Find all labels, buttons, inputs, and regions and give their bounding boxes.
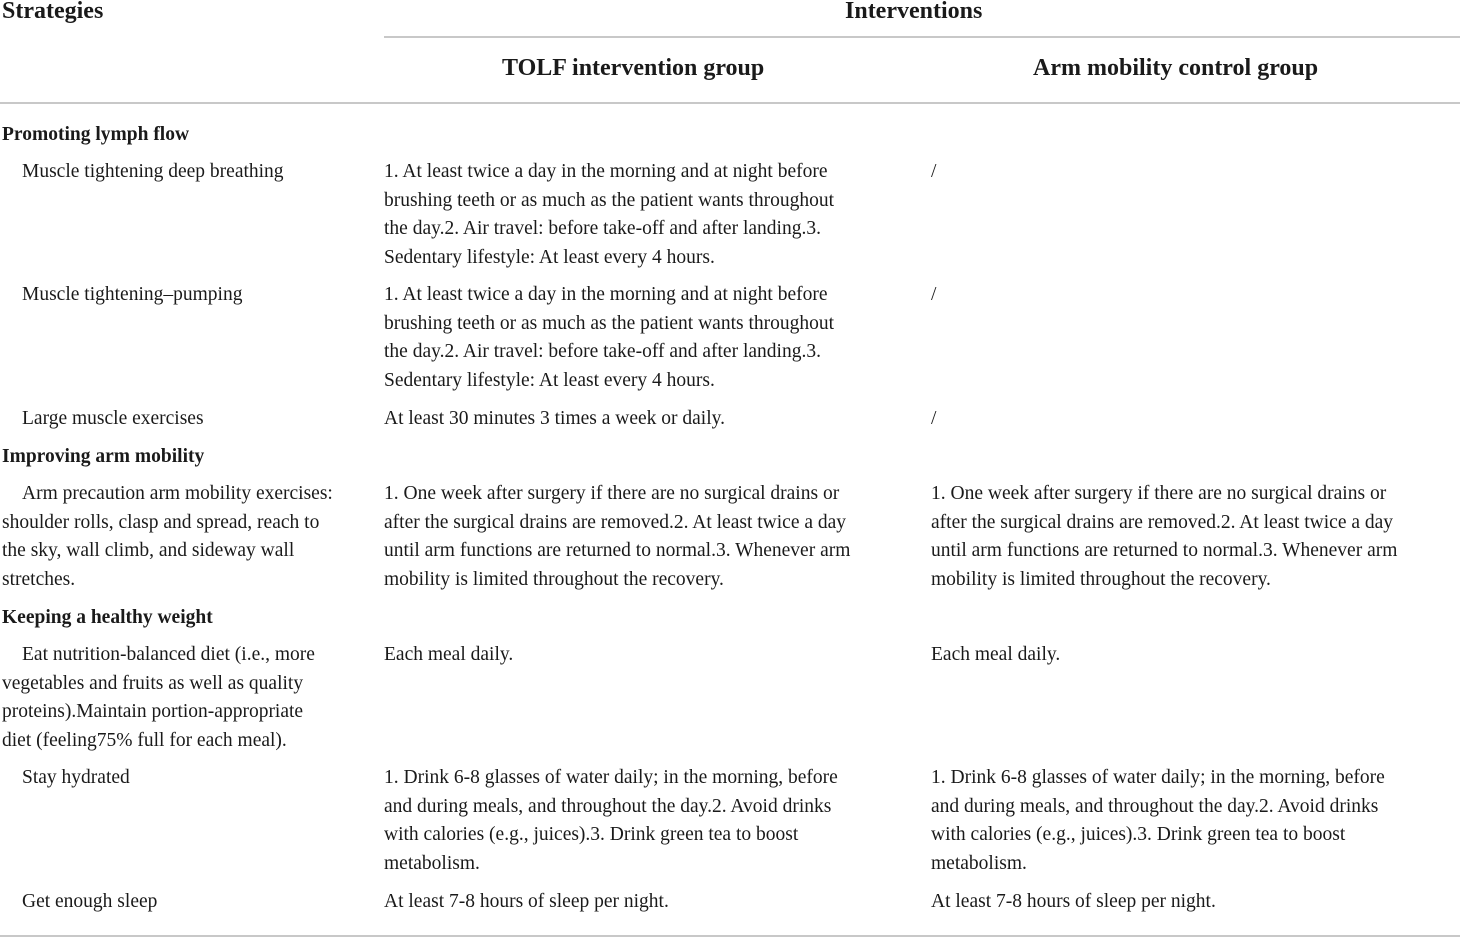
control-line: and during meals, and throughout the day.2. Avoid drinks (931, 795, 1379, 817)
control-line: until arm functions are returned to normal.3. Whenever arm (931, 540, 1398, 562)
strategy-line: vegetables and fruits as well as quality (2, 672, 304, 694)
tolf-cell (384, 158, 834, 273)
strategy-line: stretches. (2, 569, 76, 591)
strategy-line: the sky, wall climb, and sideway wall (2, 540, 295, 562)
tolf-line: with calories (e.g., juices).3. Drink green tea to boost (384, 824, 799, 846)
control-line: Each meal daily. (931, 644, 1061, 665)
strategy-cell (22, 405, 204, 434)
strategy-line: Muscle tightening–pumping (22, 284, 243, 305)
tolf-line: Sedentary lifestyle: At least every 4 hours. (384, 247, 715, 269)
strategy-line: proteins).Maintain portion-appropriate (2, 701, 304, 723)
tolf-line: brushing teeth or as much as the patient wants throughout (384, 312, 835, 334)
control-cell (931, 888, 1216, 917)
control-cell (931, 641, 1060, 670)
tolf-line: Each meal daily. (384, 644, 514, 665)
control-cell (931, 480, 1397, 595)
strategy-cell (2, 641, 315, 756)
control-line: / (931, 284, 937, 305)
tolf-cell (384, 281, 834, 396)
tolf-line: after the surgical drains are removed.2. At least twice a day (384, 511, 847, 533)
section-title: Improving arm mobility (2, 446, 205, 467)
tolf-line: mobility is limited throughout the recovery. (384, 569, 724, 591)
header-interventions-rule (384, 36, 1460, 38)
control-cell (931, 764, 1385, 879)
tolf-line: metabolism. (384, 853, 480, 875)
tolf-cell (384, 641, 513, 670)
control-line: after the surgical drains are removed.2. At least twice a day (931, 511, 1394, 533)
strategy-cell (22, 158, 284, 187)
control-line: metabolism. (931, 853, 1027, 875)
control-line: At least 7-8 hours of sleep per night. (931, 891, 1216, 912)
tolf-line: 1. At least twice a day in the morning and at night before (384, 161, 828, 182)
tolf-line: 1. One week after surgery if there are no surgical drains or (384, 483, 840, 504)
strategy-cell (22, 281, 242, 310)
control-cell (931, 158, 936, 187)
strategy-line: Muscle tightening deep breathing (22, 161, 284, 182)
strategy-line: Arm precaution arm mobility exercises: (22, 483, 333, 504)
tolf-line: 1. At least twice a day in the morning and at night before (384, 284, 828, 305)
control-line: / (931, 408, 937, 429)
tolf-cell (384, 405, 725, 434)
header-tolf-group: TOLF intervention group (502, 55, 765, 81)
tolf-line: the day.2. Air travel: before take-off and after landing.3. (384, 341, 821, 363)
strategy-cell (22, 888, 157, 917)
tolf-line: brushing teeth or as much as the patient wants throughout (384, 189, 835, 211)
tolf-cell (384, 480, 850, 595)
strategy-line: shoulder rolls, clasp and spread, reach to (2, 511, 320, 533)
control-cell (931, 405, 936, 434)
header-bottom-rule (0, 102, 1460, 104)
table-bottom-rule (0, 935, 1460, 937)
strategy-line: Stay hydrated (22, 767, 130, 788)
tolf-line: At least 30 minutes 3 times a week or daily. (384, 408, 725, 429)
header-interventions: Interventions (845, 0, 983, 24)
strategy-cell (22, 764, 130, 793)
strategy-line: Get enough sleep (22, 891, 158, 912)
strategy-line: Eat nutrition-balanced diet (i.e., more (22, 644, 315, 665)
control-line: / (931, 161, 937, 182)
control-line: 1. One week after surgery if there are no surgical drains or (931, 483, 1387, 504)
control-line: 1. Drink 6-8 glasses of water daily; in the morning, before (931, 767, 1385, 788)
tolf-line: 1. Drink 6-8 glasses of water daily; in the morning, before (384, 767, 838, 788)
section-title: Keeping a healthy weight (2, 607, 213, 628)
tolf-line: Sedentary lifestyle: At least every 4 hours. (384, 370, 715, 392)
tolf-line: and during meals, and throughout the day.2. Avoid drinks (384, 795, 832, 817)
section-title: Promoting lymph flow (2, 124, 190, 145)
tolf-line: At least 7-8 hours of sleep per night. (384, 891, 669, 912)
strategy-line: Large muscle exercises (22, 408, 204, 429)
header-strategies: Strategies (2, 0, 104, 24)
tolf-line: until arm functions are returned to normal.3. Whenever arm (384, 540, 851, 562)
tolf-line: the day.2. Air travel: before take-off and after landing.3. (384, 218, 821, 240)
strategy-cell (2, 480, 333, 595)
tolf-cell (384, 888, 669, 917)
header-control-group: Arm mobility control group (1033, 55, 1319, 81)
control-cell (931, 281, 936, 310)
control-line: with calories (e.g., juices).3. Drink green tea to boost (931, 824, 1346, 846)
strategy-line: diet (feeling75% full for each meal). (2, 730, 287, 752)
control-line: mobility is limited throughout the recovery. (931, 569, 1271, 591)
tolf-cell (384, 764, 838, 879)
